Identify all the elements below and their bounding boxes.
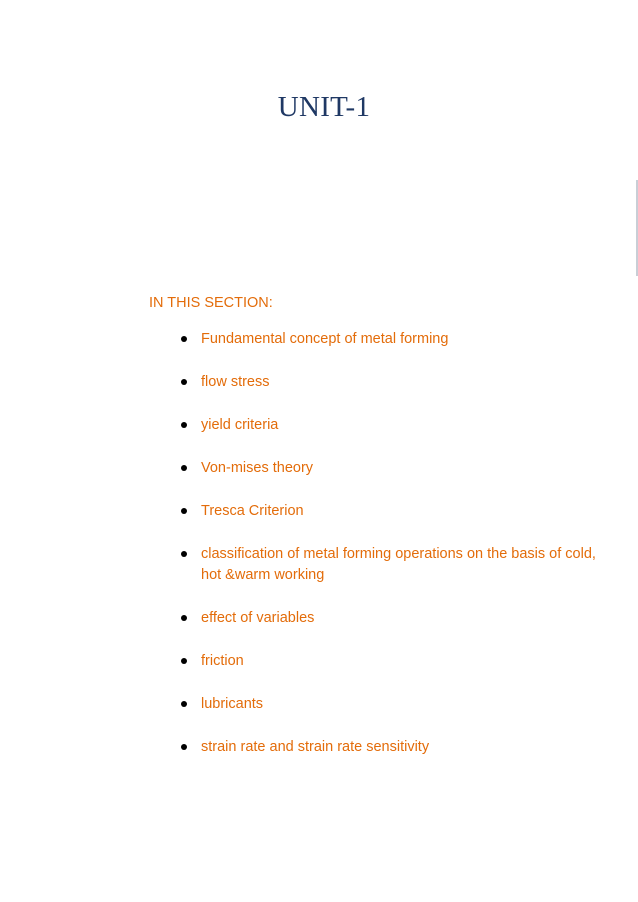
topic-label: flow stress [201, 374, 270, 390]
bullet-icon [181, 701, 187, 707]
list-item [181, 329, 601, 350]
topic-label: Von-mises theory [201, 460, 314, 476]
topic-label: lubricants [201, 696, 264, 712]
list-item [181, 608, 601, 629]
list-item [181, 372, 601, 393]
topic-label: classification of metal forming operations on the basis of cold, hot &warm working [201, 546, 596, 583]
bullet-icon [181, 336, 187, 342]
unit-title: UNIT-1 [277, 91, 371, 123]
bullet-icon [181, 508, 187, 514]
bullet-icon [181, 658, 187, 664]
bullet-icon [181, 465, 187, 471]
list-item [181, 544, 601, 586]
topic-label: Fundamental concept of metal forming [201, 331, 449, 347]
topic-label: Tresca Criterion [201, 503, 304, 519]
list-item [181, 651, 601, 672]
topic-label: yield criteria [201, 417, 279, 433]
bullet-icon [181, 422, 187, 428]
list-item [181, 415, 601, 436]
list-item [181, 737, 601, 758]
list-item [181, 694, 601, 715]
list-item [181, 458, 601, 479]
topic-label: effect of variables [201, 610, 315, 626]
bullet-icon [181, 615, 187, 621]
bullet-icon [181, 744, 187, 750]
bullet-icon [181, 379, 187, 385]
list-item [181, 501, 601, 522]
topic-label: friction [201, 653, 244, 669]
topic-label: strain rate and strain rate sensitivity [201, 739, 430, 755]
section-heading: IN THIS SECTION: [149, 295, 273, 311]
bullet-icon [181, 551, 187, 557]
topic-list [181, 329, 601, 780]
